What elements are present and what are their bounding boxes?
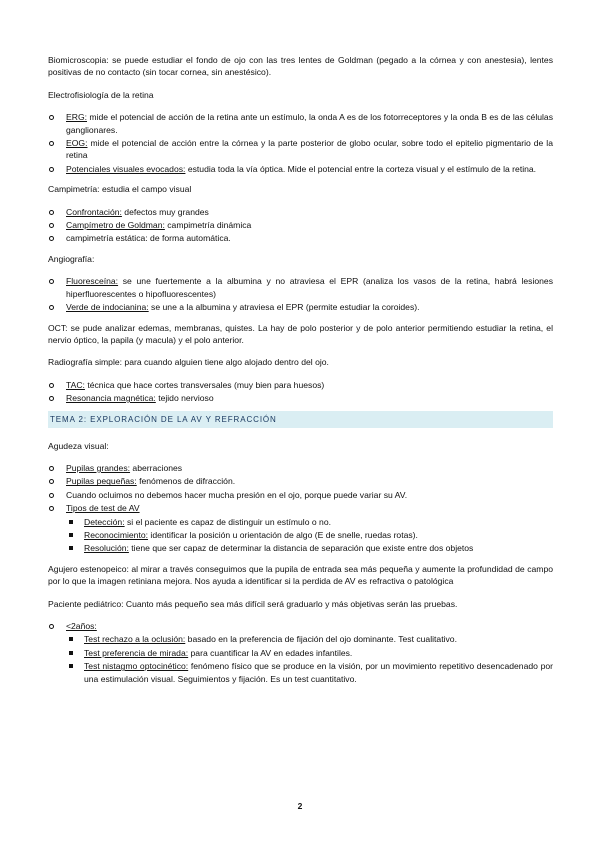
item-text: mide el potencial de acción de la retina ante un estímulo, la onda A es de los fotorreceptores y la onda B es de las células ganglionares.: [66, 112, 553, 135]
angiografia-heading: Angiografía:: [48, 253, 95, 264]
item-term: Resolución:: [84, 543, 129, 554]
item-text: estudia toda la vía óptica. Mide el potencial entre la corteza visual y el estímulo de la retina.: [185, 163, 537, 174]
item-term: EOG:: [66, 138, 88, 149]
tipos-label: Tipos de test de AV: [66, 503, 140, 514]
item-text: si el paciente es capaz de distinguir un estímulo o no.: [124, 516, 331, 527]
sublist-item: [66, 660, 553, 685]
item-term: Test preferencia de mirada:: [84, 647, 189, 658]
item-term: Verde de indocianina:: [66, 302, 149, 313]
item-text: campimetría dinámica: [164, 220, 252, 231]
sublist-item: [66, 516, 553, 528]
radiografia-heading: Radiografía simple: para cuando alguien tiene algo alojado dentro del ojo.: [48, 357, 329, 368]
list-item: [48, 206, 553, 218]
campimetria-heading: Campimetría: estudia el campo visual: [48, 184, 192, 195]
list-item: [48, 111, 553, 136]
item-term: Resonancia magnética:: [66, 393, 156, 404]
item-text: fenómenos de difracción.: [136, 476, 236, 487]
item-term: Potenciales visuales evocados:: [66, 163, 186, 174]
list-item: [48, 502, 553, 555]
sublist-item: [66, 633, 553, 645]
tipos-sublist: [66, 516, 553, 555]
item-text: identificar la posición u orientación de algo (E de snelle, ruedas rotas).: [148, 529, 418, 540]
list-item: [48, 163, 553, 175]
item-text: tejido nervioso: [155, 393, 214, 404]
item-term: Test nistagmo optocinético:: [84, 661, 189, 672]
item-text: Cuando ocluimos no debemos hacer mucha presión en el ojo, porque puede variar su AV.: [66, 489, 408, 500]
sublist-item: [66, 647, 553, 659]
agudeza-list: [48, 462, 553, 555]
item-term: Test rechazo a la oclusión:: [84, 634, 186, 645]
item-text: defectos muy grandes: [121, 206, 209, 217]
pediatrico-paragraph: Paciente pediátrico: Cuanto más pequeño sea más difícil será graduarlo y más objetivas serán las pruebas.: [48, 598, 458, 609]
radiografia-list: [48, 379, 553, 405]
item-text: para cuantificar la AV en edades infantiles.: [188, 647, 353, 658]
list-item: [48, 301, 553, 313]
item-text: mide el potencial de acción entre la córnea y la parte posterior de globo ocular, sobre todo el epitelio pigmentario de la retina: [66, 138, 553, 161]
electrofisiologia-list: [48, 111, 553, 175]
angiografia-list: [48, 275, 553, 313]
biomicroscopia-paragraph: Biomicroscopia: se puede estudiar el fondo de ojo con las tres lentes de Goldman (pegado a la córnea y con anestesia), lentes positivas de no contacto (sin tocar cornea, sin anestésico).: [48, 55, 553, 78]
item-term: TAC:: [66, 379, 85, 390]
section-banner: TEMA 2: EXPLORACIÓN DE LA AV Y REFRACCIÓN: [48, 411, 553, 428]
item-text: se une a la albumina y atraviesa el EPR (permite estudiar la coroides).: [148, 302, 420, 313]
pediatrico-sublist: [66, 633, 553, 685]
item-text: basado en la preferencia de fijación del ojo dominante. Test cualitativo.: [185, 634, 457, 645]
item-text: campimetría estática: de forma automática.: [66, 233, 231, 244]
document-page: [48, 54, 553, 693]
item-text: fenómeno físico que se produce en la visión, por un movimiento repetitivo desencadenado por una estimulación visual. Seguimientos y fijación. Es un test cuantitativo.: [84, 661, 553, 684]
agujero-paragraph: Agujero estenopeico: al mirar a través conseguimos que la pupila de entrada sea más pequeña y aumente la profundidad de campo por lo que la imagen retiniana mejora. Nos ayuda a identificar si la perdida de AV es refractiva o patológica: [48, 563, 553, 587]
campimetria-list: [48, 206, 553, 245]
list-item: [48, 620, 553, 685]
list-item: [48, 462, 553, 474]
item-term: Fluoresceína:: [66, 276, 119, 287]
sublist-item: [66, 542, 553, 554]
item-term: Detección:: [84, 516, 125, 527]
list-item: [48, 219, 553, 231]
list-item: [48, 379, 553, 391]
agudeza-heading: Agudeza visual:: [48, 440, 109, 451]
item-term: Reconocimiento:: [84, 529, 149, 540]
list-item: [48, 475, 553, 487]
list-item: [48, 489, 553, 501]
list-item: [48, 392, 553, 404]
item-term: Pupilas pequeñas:: [66, 476, 137, 487]
item-text: se une fuertemente a la albumina y no atraviesa el EPR (analiza los vasos de la retina, habrá lesiones hiperfluorescentes o hipofluorescentes): [66, 276, 553, 299]
list-item: [48, 232, 553, 244]
list-item: [48, 275, 553, 300]
pediatrico-list: [48, 620, 553, 685]
electrofisiologia-heading: Electrofisiología de la retina: [48, 89, 154, 100]
item-term: Confrontación:: [66, 206, 122, 217]
oct-paragraph: OCT: se pude analizar edemas, membranas, quistes. La hay de polo posterior y de polo anterior permitiendo estudiar la retina, el nervio óptico, la papila (y macula) y el polo anterior.: [48, 322, 553, 345]
item-text: técnica que hace cortes transversales (muy bien para huesos): [84, 379, 325, 390]
sublist-item: [66, 529, 553, 541]
page-number: 2: [297, 801, 303, 811]
item-text: tiene que ser capaz de determinar la distancia de separación que existe entre dos objetos: [128, 543, 474, 554]
list-item: [48, 137, 553, 162]
item-term: ERG:: [66, 112, 88, 123]
item-text: aberraciones: [130, 462, 183, 473]
group-label: <2años:: [66, 621, 97, 631]
item-term: Pupilas grandes:: [66, 462, 131, 473]
item-term: Campímetro de Goldman:: [66, 220, 165, 231]
